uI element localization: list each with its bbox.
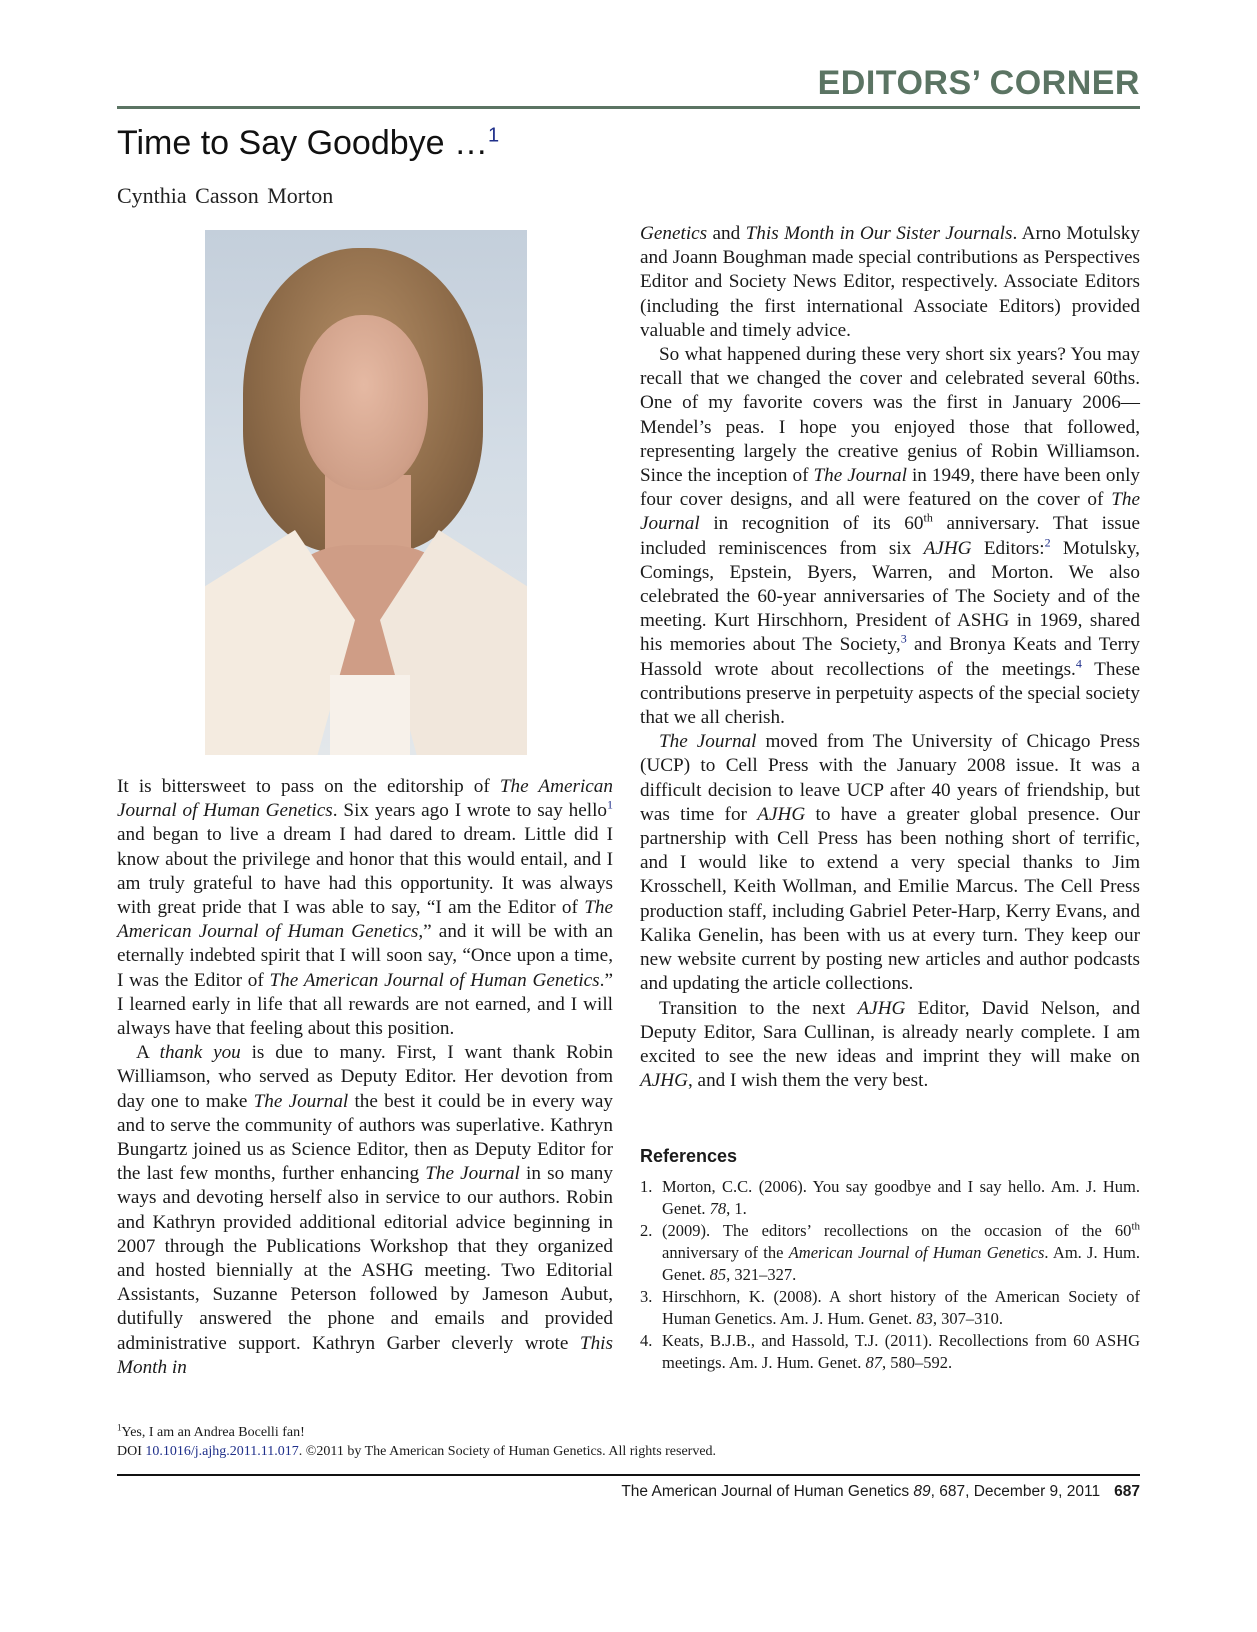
reference-list — [640, 1176, 1140, 1374]
footnote — [117, 1423, 1117, 1461]
reference-item: 1. Morton, C.C. (2006). You say goodbye and I say hello. Am. J. Hum. Genet. 78, 1. — [640, 1177, 1140, 1218]
title-text: Time to Say Goodbye … — [117, 124, 489, 162]
body-paragraph: The Journal moved from The University of Chicago Press (UCP) to Cell Press with the January 2008 issue. It was a difficult decision to leave UCP after 40 years of friendship, but was time for AJHG to have a greater global presence. Our partnership with Cell Press has been nothing short of terrific, and I would like to extend a very special thanks to Jim Krosschell, Keith Wollman, and Emilie Marcus. The Cell Press production staff, including Gabriel Peter-Harp, Kerry Evans, and Kalika Genelin, has been with us at every turn. They keep our new website current by posting new articles and author podcasts and updating the article collections. — [640, 731, 1140, 995]
reference-link[interactable]: 4 — [1075, 656, 1082, 671]
doi-line: DOI 10.1016/j.ajhg.2011.11.017. ©2011 by The American Society of Human Genetics. All rights reserved. — [117, 1444, 717, 1459]
doi-link[interactable]: 10.1016/j.ajhg.2011.11.017 — [145, 1444, 299, 1459]
reference-link[interactable]: 1 — [607, 797, 613, 812]
article-title — [117, 124, 499, 163]
body-paragraph: A thank you is due to many. First, I want thank Robin Williamson, who served as Deputy Editor. Her devotion from day one to make The Journal the best it could be in every way and to serve the community of authors was superlative. Kathryn Bungartz joined us as Science Editor, then as Deputy Editor for the last few months, further enhancing The Journal in so many ways and devoting herself also in service to our authors. Robin and Kathryn provided additional editorial advice beginning in 2007 through the Publications Workshop that they organized and hosted biennially at the ASHG meeting. Two Editorial Assistants, Suzanne Peterson followed by Jameson Aubut, dutifully answered the phone and emails and provided administrative support. Kathryn Garber cleverly wrote This Month in — [117, 1042, 613, 1378]
body-paragraph: Genetics and This Month in Our Sister Journals. Arno Motulsky and Joann Boughman made special contributions as Perspectives Editor and Society News Editor, respectively. Associate Editors (including the first international Associate Editors) provided valuable and timely advice. — [640, 223, 1140, 341]
body-column-left — [117, 775, 613, 1380]
body-paragraph: Transition to the next AJHG Editor, David Nelson, and Deputy Editor, Sara Cullinan, is already nearly complete. I am excited to see the new ideas and imprint they will make on AJHG, and I wish them the very best. — [640, 997, 1140, 1092]
section-label: EDITORS’ CORNER — [817, 64, 1140, 102]
title-footnote-marker[interactable]: 1 — [488, 124, 500, 147]
reference-item: 2. (2009). The editors’ recollections on the occasion of the 60th anniversary of the American Journal of Human Genetics. Am. J. Hum. Genet. 85, 321–327. — [640, 1220, 1141, 1284]
author-name: Cynthia Casson Morton — [117, 183, 334, 208]
reference-link[interactable]: 2 — [1044, 535, 1051, 550]
page-number: 687 — [1114, 1483, 1140, 1500]
body-paragraph: So what happened during these very short six years? You may recall that we changed the cover and celebrated several 60ths. One of my favorite covers was the first in January 2006—Mendel’s peas. I hope you enjoyed those that followed, representing largely the creative genius of Robin Williamson. Since the inception of The Journal in 1949, there have been only four cover designs, and all were featured on the cover of The Journal in recognition of its 60th anniversary. That issue included reminiscences from six AJHG Editors:$^2$ Motulsky, Comings, Epstein, Byers, Warren, and Morton. We also celebrated the 60-year anniversaries of The Society and of the meeting. Kurt Hirschhorn, President of ASHG in 1969, shared his memories about The Society,$^3$ and Bronya Keats and Terry Hassold wrote about recollections of the meetings.$^4$ These contributions preserve in perpetuity aspects of the special society that we all cherish. — [640, 344, 1140, 729]
reference-item: 3. Hirschhorn, K. (2008). A short history of the American Society of Human Genetics. Am. J. Hum. Genet. 83, 307–310. — [640, 1287, 1140, 1328]
running-footer: The American Journal of Human Genetics 89, 687, December 9, 2011 687 — [621, 1483, 1140, 1500]
body-column-right — [640, 222, 1140, 1093]
footer-rule — [117, 1474, 1140, 1476]
footnote-text: $^1$Yes, I am an Andrea Bocelli fan! — [117, 1422, 305, 1440]
references-heading: References — [640, 1146, 738, 1166]
reference-item: 4. Keats, B.J.B., and Hassold, T.J. (2011). Recollections from 60 ASHG meetings. Am. J. Hum. Genet. 87, 580–592. — [640, 1331, 1140, 1372]
reference-link[interactable]: 3 — [900, 632, 907, 647]
author-portrait — [205, 230, 527, 755]
header-rule — [117, 106, 1140, 109]
body-paragraph: It is bittersweet to pass on the editorship of The American Journal of Human Genetics. Six years ago I wrote to say hello$^1$ and began to live a dream I had dared to dream. Little did I know about the privilege and honor that this would entail, and I am truly grateful to have had this opportunity. It was always with great pride that I was able to say, “I am the Editor of The American Journal of Human Genetics,” and it will be with an eternally indebted spirit that I will soon say, “Once upon a time, I was the Editor of The American Journal of Human Genetics.” I learned early in life that all rewards are not earned, and I will always have that feeling about this position. — [117, 776, 613, 1040]
